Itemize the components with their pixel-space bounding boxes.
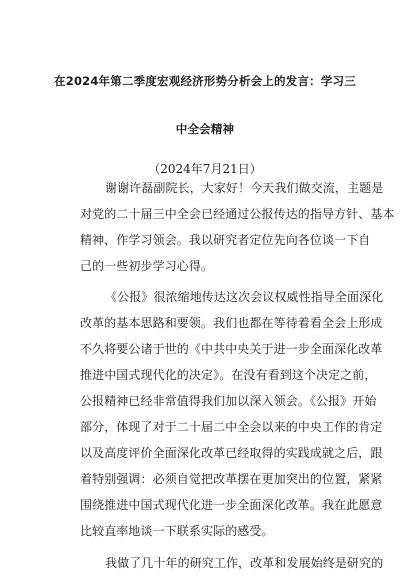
paragraph-line: 己的一些初步学习心得。 bbox=[80, 259, 214, 273]
paragraph-line: 改革的基本思路和要领。我们也都在等待着看全会上形成 bbox=[80, 316, 383, 330]
paragraph-line: 《公报》很浓缩地传达这次会议权威性指导全面深化 bbox=[105, 290, 384, 304]
paragraph-line: 对党的二十届三中全会已经通过公报传达的指导方针、基本 bbox=[80, 207, 395, 221]
paragraph-line: 以及高度评价全面深化改革已经取得的实践成就之后，跟 bbox=[80, 446, 383, 460]
paragraph-line: 不久将要公诸于世的《中共中央关于进一步全面深化改革 bbox=[80, 342, 383, 356]
paragraph-line: 推进中国式现代化的决定》。在没有看到这个决定之前， bbox=[80, 368, 377, 382]
document-date: （2024年7月21日） bbox=[148, 162, 262, 176]
paragraph-line: 我做了几十年的研究工作，改革和发展始终是研究的 bbox=[105, 556, 384, 570]
paragraph-line: 公报精神已经非常值得我们加以深入领会。《公报》开始 bbox=[80, 394, 377, 408]
paragraph-line: 谢谢许磊副院长，大家好！今天我们做交流，主题是 bbox=[105, 181, 384, 195]
paragraph-line: 着特别强调：必须自觉把改革摆在更加突出的位置，紧紧 bbox=[80, 472, 383, 486]
paragraph-line: 部分，体现了对于二十届二中全会以来的中央工作的肯定 bbox=[80, 420, 383, 434]
paragraph-line: 围绕推进中国式现代化进一步全面深化改革。我在此愿意 bbox=[80, 498, 383, 512]
paragraph-line: 比较直率地谈一下联系实际的感受。 bbox=[80, 524, 274, 538]
document-title-line-2: 中全会精神 bbox=[175, 122, 235, 136]
paragraph-line: 精神，作学习领会。我以研究者定位先向各位谈一下自 bbox=[80, 233, 371, 247]
document-title-line-1: 在2024年第二季度宏观经济形势分析会上的发言：学习三 bbox=[54, 74, 356, 88]
